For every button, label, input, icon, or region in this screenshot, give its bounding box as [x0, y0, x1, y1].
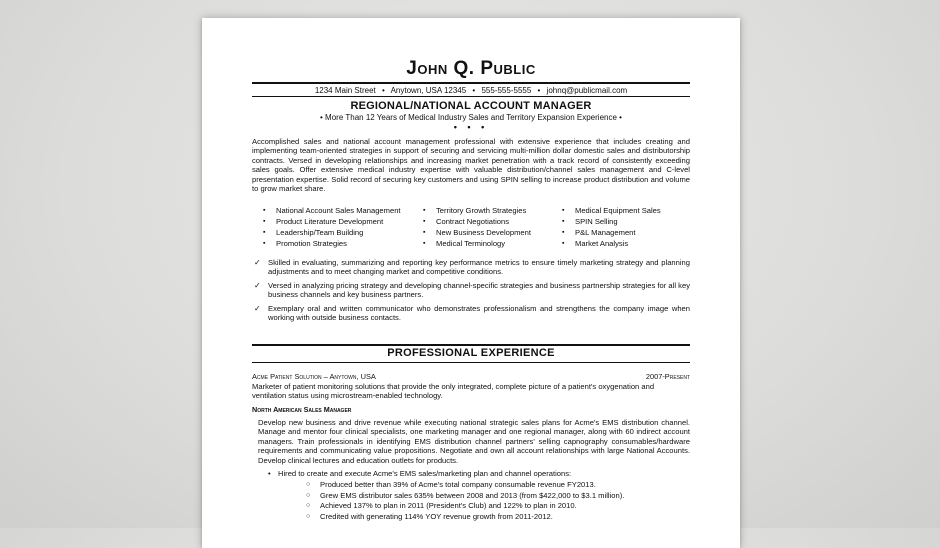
- highlight-item: [252, 281, 690, 300]
- skill-item: ▪ Medical Equipment Sales: [557, 205, 661, 216]
- skill-item: ▪ New Business Development: [418, 227, 531, 238]
- contact-separator: •: [472, 86, 476, 95]
- candidate-name: John Q. Public: [406, 58, 536, 79]
- skill-item: ▪ Territory Growth Strategies: [418, 205, 531, 216]
- skills-column-2: [418, 205, 531, 249]
- achievement-item: [306, 490, 625, 502]
- skill-item: ▪ SPIN Selling: [557, 216, 661, 227]
- contact-phone: 555-555-5555: [481, 86, 532, 95]
- achievement-list: [306, 480, 625, 523]
- highlight-item: [252, 258, 690, 277]
- circle-bullet-icon: ○: [306, 513, 311, 521]
- contact-separator: •: [537, 86, 541, 95]
- highlight-text: Skilled in evaluating, summarizing and reporting key performance metrics to ensure timely marketing strategy and planning adjustments and to meet changing market and competitive conditions.: [268, 258, 690, 277]
- section-rule-top: [252, 344, 690, 346]
- skills-column-3: [557, 205, 661, 249]
- achievement-item: [306, 512, 624, 523]
- achievement-heading-text: Hired to create and execute Acme's EMS sales/marketing plan and channel operations:: [278, 469, 572, 478]
- circle-bullet-icon: ○: [306, 502, 311, 510]
- resume-tagline: • More Than 12 Years of Medical Industry Sales and Territory Expansion Experience •: [320, 113, 622, 122]
- achievement-item: [306, 501, 624, 512]
- bullet-icon: •: [268, 469, 271, 478]
- circle-bullet-icon: ○: [306, 481, 311, 488]
- skill-item: ▪ Contract Negotiations: [418, 216, 531, 227]
- job-title: North American Sales Manager: [252, 405, 352, 414]
- experience-section-title: PROFESSIONAL EXPERIENCE: [387, 347, 555, 359]
- skill-item: ▪ Product Literature Development: [258, 216, 401, 227]
- highlights-list: [252, 258, 690, 326]
- achievement-text: Credited with generating 114% YOY revenue growth from 2011-2012.: [320, 512, 553, 522]
- contact-city: Anytown, USA 12345: [390, 86, 467, 95]
- resume-headline: REGIONAL/NATIONAL ACCOUNT MANAGER: [350, 100, 592, 112]
- contact-line: [252, 86, 690, 95]
- checkmark-icon: ✓: [254, 280, 261, 290]
- checkmark-icon: ✓: [254, 303, 261, 313]
- resume-page: [202, 18, 740, 548]
- achievement-text: Produced better than 39% of Acme's total company consumable revenue FY2013.: [320, 480, 596, 489]
- company-description: Marketer of patient monitoring solutions that provide the only integrated, complete picture of a patient's oxygenation and ventilation status using microstream-enabled technology.: [252, 382, 655, 401]
- skill-item: ▪ Market Analysis: [557, 238, 661, 249]
- circle-bullet-icon: ○: [306, 491, 311, 499]
- header-rule-thin: [252, 96, 690, 97]
- header-rule-thick: [252, 82, 690, 84]
- achievement-text: Grew EMS distributor sales 635% between 2008 and 2013 (from $422,000 to $3.1 million).: [320, 490, 625, 500]
- skills-column-1: [258, 205, 401, 249]
- contact-address: 1234 Main Street: [314, 86, 376, 95]
- divider-dots: • • •: [453, 122, 489, 132]
- job-header: [252, 372, 690, 381]
- skill-item: ▪ Promotion Strategies: [258, 238, 401, 249]
- job-company: Acme Patient Solution – Anytown, USA: [252, 372, 376, 381]
- skill-item: ▪ Medical Terminology: [418, 238, 531, 249]
- highlight-text: Exemplary oral and written communicator who demonstrates professionalism and strengthens the company image when working with outside business contacts.: [268, 303, 690, 323]
- skill-item: ▪ National Account Sales Management: [258, 205, 401, 216]
- contact-separator: •: [381, 86, 385, 95]
- job-responsibilities: Develop new business and drive revenue while executing national strategic sales plans for Acme's EMS distribution channel. Manage and mentor four clinical specialists, one marketing manager and one regional manager, along with 60 indirect account managers. Train professionals in identifying EMS distribution channel partners' selling capnography consumables/hardware requirements and communicating value propositions. Negotiate and own all account relationships with large National Accounts. Develop clinical lectures and education outlets for products.: [258, 418, 690, 465]
- highlight-item: [252, 304, 690, 323]
- job-dates: 2007-Present: [645, 372, 690, 381]
- highlight-text: Versed in analyzing pricing strategy and developing channel-specific strategies and business partnership strategies for all key business channels and key business partners.: [268, 280, 690, 300]
- checkmark-icon: ✓: [254, 258, 261, 267]
- achievement-text: Achieved 137% to plan in 2011 (President's Club) and 122% to plan in 2010.: [320, 501, 577, 511]
- achievement-heading: [268, 469, 572, 478]
- skill-item: ▪ P&L Management: [557, 227, 661, 238]
- section-rule-bottom: [252, 362, 690, 363]
- professional-summary: Accomplished sales and national account management professional with extensive experience that includes creating and implementing team-oriented strategies in support of securing and servicing multi-million dollar domestic sales and distributorship contracts. Versed in developing relationships and increasing market penetration with a track record of consistently exceeding sales goals. Offer extensive medical industry expertise with valuable distribution/channel sales management and C-level presentation expertise. Solid record of securing key customers and using SPIN selling to increase product distribution and volume to grow market share.: [252, 137, 690, 194]
- contact-email: johnq@publicmail.com: [546, 86, 628, 95]
- achievement-item: [306, 480, 624, 491]
- skill-item: ▪ Leadership/Team Building: [258, 227, 401, 238]
